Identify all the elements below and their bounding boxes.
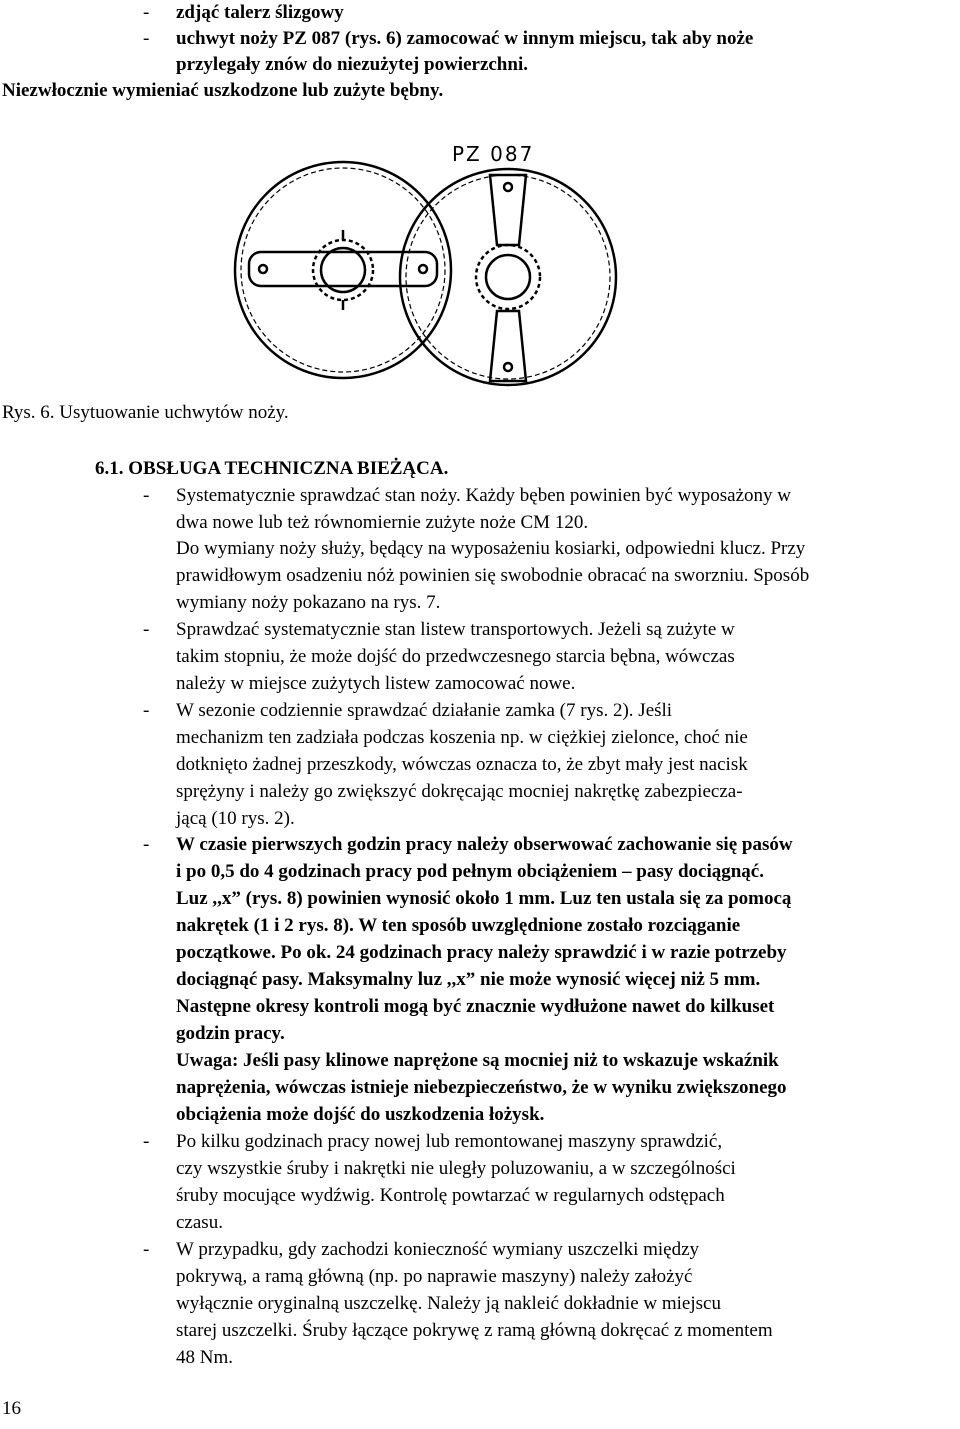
right-knife-holder-top	[490, 175, 526, 245]
text-line: Luz ,,x” (rys. 8) powinien wynosić około 1 mm. Luz ten ustala się za pomocą	[176, 888, 792, 909]
bullet-dash: -	[143, 485, 150, 506]
figure-caption: Rys. 6. Usytuowanie uchwytów noży.	[2, 402, 289, 423]
right-disc-wrapper	[395, 165, 625, 390]
bullet-dash: -	[143, 1239, 150, 1260]
text-line: Po kilku godzinach pracy nowej lub remontowanej maszyny sprawdzić,	[176, 1131, 723, 1152]
text-line: Sprawdzać systematycznie stan listew transportowych. Jeżeli są zużyte w	[176, 619, 735, 640]
text-line: W czasie pierwszych godzin pracy należy obserwować zachowanie się pasów	[176, 834, 793, 855]
text-line: nakrętek (1 i 2 rys. 8). W ten sposób uwzględnione zostało rozciąganie	[176, 915, 741, 936]
text-line: czasu.	[176, 1212, 223, 1233]
text-line: naprężenia, wówczas istnieje niebezpieczeństwo, że w wyniku zwiększonego	[176, 1077, 787, 1098]
bullet-dash: -	[143, 1131, 150, 1152]
bullet-dash: -	[143, 28, 150, 49]
text-line: godzin pracy.	[176, 1023, 285, 1044]
bullet-dash: -	[143, 700, 150, 721]
text-line: obciążenia może dojść do uszkodzenia łożysk.	[176, 1104, 545, 1125]
text-line: prawidłowym osadzeniu nóż powinien się swobodnie obracać na sworzniu. Sposób	[176, 565, 810, 586]
text-line: Uwaga: Jeśli pasy klinowe naprężone są mocniej niż to wskazuje wskaźnik	[176, 1050, 779, 1071]
text-line: zdjąć talerz ślizgowy	[176, 2, 344, 23]
text-line: wymiany noży pokazano na rys. 7.	[176, 592, 441, 613]
text-line: takim stopniu, że może dojść do przedwczesnego starcia bębna, wówczas	[176, 646, 735, 667]
text-line: Niezwłocznie wymieniać uszkodzone lub zużyte bębny.	[2, 80, 444, 101]
text-line: W sezonie codziennie sprawdzać działanie zamka (7 rys. 2). Jeśli	[176, 700, 673, 721]
text-line: mechanizm ten zadziała podczas koszenia np. w ciężkiej zielonce, choć nie	[176, 727, 748, 748]
page-number: 16	[2, 1398, 21, 1419]
text-line: pokrywą, a ramą główną (np. po naprawie maszyny) należy założyć	[176, 1266, 693, 1287]
text-line: Następne okresy kontroli mogą być znacznie wydłużone nawet do kilkuset	[176, 996, 775, 1017]
text-line: przylegały znów do niezużytej powierzchni.	[176, 54, 528, 75]
text-line: uchwyt noży PZ 087 (rys. 6) zamocować w innym miejscu, tak aby noże	[176, 28, 754, 49]
text-line: i po 0,5 do 4 godzinach pracy pod pełnym obciążeniem – pasy dociągnąć.	[176, 861, 764, 882]
text-line: Systematycznie sprawdzać stan noży. Każdy bęben powinien być wyposażony w	[176, 485, 792, 506]
text-line: dwa nowe lub też równomiernie zużyte noże CM 120.	[176, 512, 589, 533]
text-line: Do wymiany noży służy, będący na wyposażeniu kosiarki, odpowiedni klucz. Przy	[176, 538, 806, 559]
text-line: początkowe. Po ok. 24 godzinach pracy należy sprawdzić i w razie potrzeby	[176, 942, 787, 963]
text-line: starej uszczelki. Śruby łączące pokrywę z ramą główną dokręcać z momentem	[176, 1320, 773, 1341]
section-title: 6.1. OBSŁUGA TECHNICZNA BIEŻĄCA.	[95, 458, 449, 479]
text-line: dotknięto żadnej przeszkody, wówczas oznacza to, że zbyt mały jest nacisk	[176, 754, 748, 775]
text-line: należy w miejsce zużytych listew zamocować nowe.	[176, 673, 576, 694]
text-line: 48 Nm.	[176, 1347, 233, 1368]
text-line: czy wszystkie śruby i nakrętki nie uległy poluzowaniu, a w szczególności	[176, 1158, 736, 1179]
text-line: jącą (10 rys. 2).	[176, 808, 295, 829]
bullet-dash: -	[143, 619, 150, 640]
figure-label: PZ 087	[452, 142, 535, 166]
bullet-dash: -	[143, 2, 150, 23]
text-line: wyłącznie oryginalną uszczelkę. Należy ją nakleić dokładnie w miejscu	[176, 1293, 721, 1314]
text-line: dociągnąć pasy. Maksymalny luz ,,x” nie może wynosić więcej niż 5 mm.	[176, 969, 761, 990]
bullet-dash: -	[143, 834, 150, 855]
text-line: W przypadku, gdy zachodzi konieczność wymiany uszczelki między	[176, 1239, 700, 1260]
right-disc-drawing	[395, 165, 625, 390]
text-line: śruby mocujące wydźwig. Kontrolę powtarzać w regularnych odstępach	[176, 1185, 725, 1206]
right-disc	[400, 169, 616, 385]
text-line: sprężyny i należy go zwiększyć dokręcając mocniej nakrętkę zabezpiecza-	[176, 781, 743, 802]
